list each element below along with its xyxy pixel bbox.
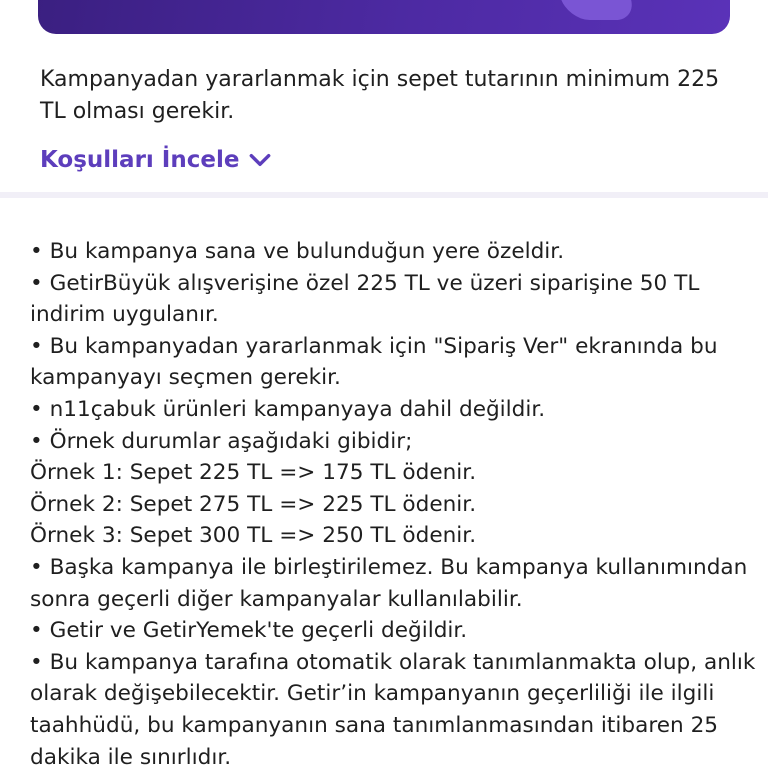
section-divider [0, 192, 768, 198]
condition-item: • Başka kampanya ile birleştirilemez. Bu kampanya kullanımından sonra geçerli diğer kampanyalar kullanılabilir. [30, 554, 748, 612]
conditions-toggle-label: Koşulları İncele [40, 147, 240, 173]
condition-item: • Bu kampanyadan yararlanmak için "Sipariş Ver" ekranında bu kampanyayı seçmen gerekir. [30, 333, 718, 391]
condition-item: • Örnek durumlar aşağıdaki gibidir; [30, 428, 413, 454]
condition-item: • GetirBüyük alışverişine özel 225 TL ve üzeri siparişine 50 TL indirim uygulanır. [30, 270, 700, 328]
condition-item: • Bu kampanya tarafına otomatik olarak tanımlanmakta olup, anlık olarak değişebilecektir. Getir’in kampanyanın geçerliliği ile ilgili taahhüdü, bu kampanyanın sana tanımlanmasından itibaren 25 dakika ile sınırlıdır. [30, 649, 756, 768]
banner-decoration [548, 0, 637, 20]
condition-example: Örnek 3: Sepet 300 TL => 250 TL ödenir. [30, 523, 477, 549]
campaign-summary: Kampanyadan yararlanmak için sepet tutarının minimum 225 TL olması gerekir. [40, 67, 720, 124]
chevron-down-icon [247, 147, 273, 173]
conditions-list [30, 236, 760, 768]
condition-item: • Bu kampanya sana ve bulunduğun yere özeldir. [30, 239, 565, 264]
campaign-banner-image [38, 0, 730, 34]
conditions-toggle-button[interactable] [40, 142, 273, 178]
condition-item: • n11çabuk ürünleri kampanyaya dahil değildir. [30, 396, 546, 422]
condition-example: Örnek 2: Sepet 275 TL => 225 TL ödenir. [30, 491, 477, 517]
condition-example: Örnek 1: Sepet 225 TL => 175 TL ödenir. [30, 460, 477, 486]
condition-item: • Getir ve GetirYemek'te geçerli değildir. [30, 618, 468, 644]
